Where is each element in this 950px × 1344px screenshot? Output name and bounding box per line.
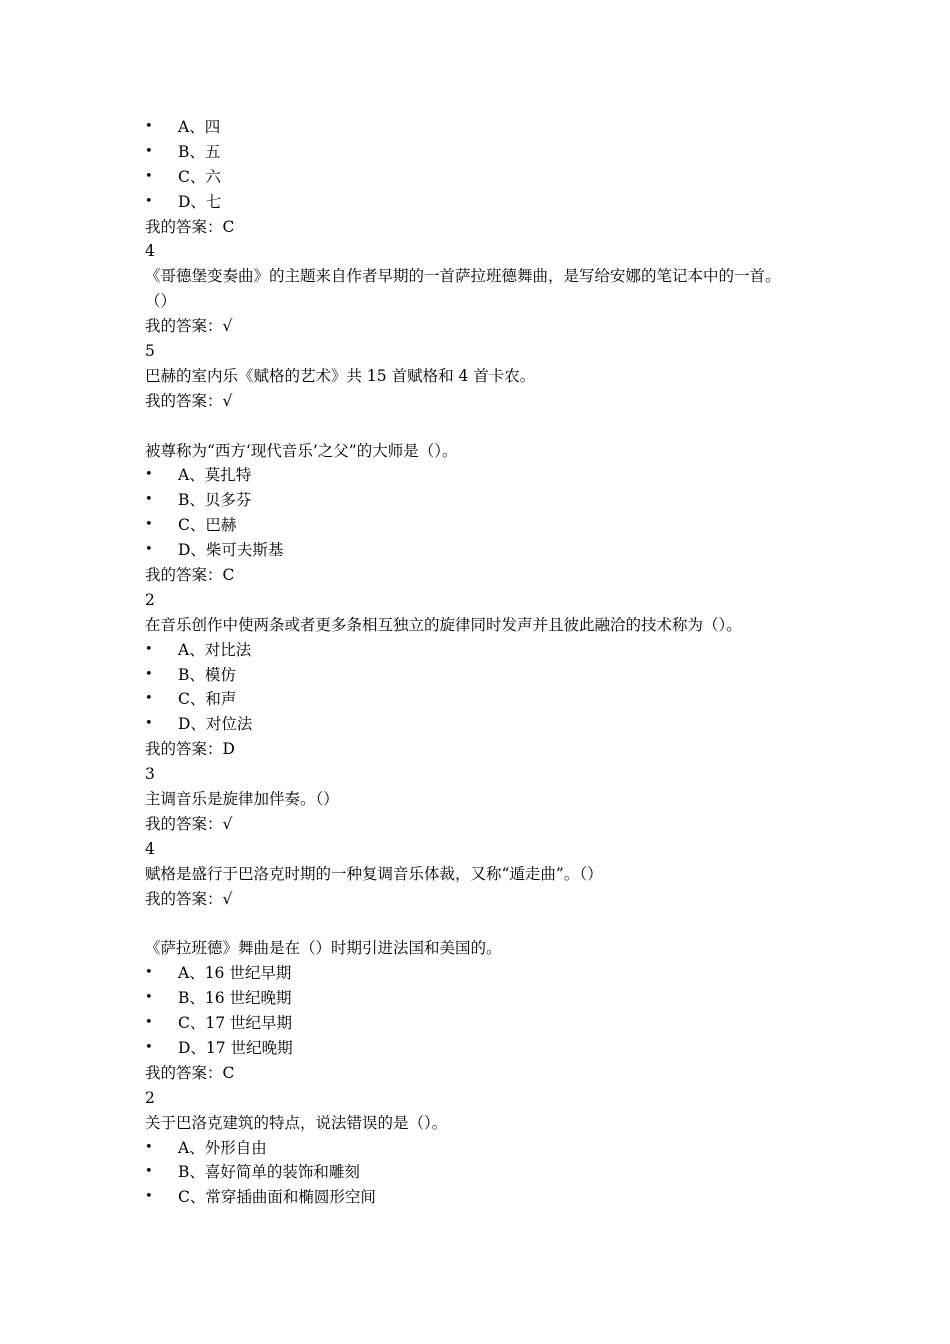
bullet-icon: • bbox=[145, 990, 153, 1006]
option-list-item bbox=[145, 140, 825, 165]
option-text: C、巴赫 bbox=[178, 516, 237, 535]
option-text: B、五 bbox=[178, 142, 221, 161]
answer-line: 我的答案：C bbox=[145, 566, 235, 585]
option-list-item bbox=[145, 1011, 825, 1036]
bullet-icon: • bbox=[145, 143, 153, 159]
option-text: A、对比法 bbox=[178, 640, 252, 659]
question-number: 3 bbox=[145, 765, 155, 784]
answer-blank: （） bbox=[145, 292, 177, 311]
question-number: 5 bbox=[145, 342, 155, 361]
bullet-icon: • bbox=[145, 119, 153, 134]
question-text: 《哥德堡变奏曲》的主题来自作者早期的一首萨拉班德舞曲，是写给安娜的笔记本中的一首。 bbox=[145, 267, 781, 286]
option-text: D、柴可夫斯基 bbox=[178, 541, 284, 560]
option-list-item bbox=[145, 115, 825, 140]
bullet-icon: • bbox=[145, 168, 153, 184]
option-list-item bbox=[145, 712, 825, 737]
question-text: 关于巴洛克建筑的特点，说法错误的是（）。 bbox=[145, 1113, 448, 1132]
question-text: 《萨拉班德》舞曲是在（）时期引进法国和美国的。 bbox=[145, 939, 502, 958]
question-text: 被尊称为“西方‘现代音乐’之父”的大师是（）。 bbox=[145, 441, 458, 460]
question-number: 4 bbox=[145, 242, 155, 261]
option-text: A、16 世纪早期 bbox=[178, 964, 292, 983]
answer-line: 我的答案：D bbox=[145, 740, 235, 759]
option-list-item bbox=[145, 663, 825, 688]
option-list-item bbox=[145, 986, 825, 1011]
option-text: C、六 bbox=[178, 167, 221, 186]
bullet-icon: • bbox=[145, 1015, 153, 1031]
blank-line bbox=[145, 912, 825, 937]
bullet-icon: • bbox=[145, 1039, 153, 1055]
question-number: 2 bbox=[145, 590, 155, 609]
option-text: A、四 bbox=[178, 118, 221, 136]
option-list-item bbox=[145, 961, 825, 986]
bullet-icon: • bbox=[145, 542, 153, 558]
bullet-icon: • bbox=[145, 1164, 153, 1180]
question-text: 主调音乐是旋律加伴奏。（） bbox=[145, 790, 339, 809]
question-number: 4 bbox=[145, 839, 155, 858]
option-list-item bbox=[145, 513, 825, 538]
bullet-icon: • bbox=[145, 691, 153, 707]
answer-line: 我的答案：√ bbox=[145, 814, 233, 833]
bullet-icon: • bbox=[145, 467, 153, 483]
bullet-icon: • bbox=[145, 517, 153, 533]
option-text: B、模仿 bbox=[178, 665, 236, 684]
option-text: B、喜好简单的装饰和雕刻 bbox=[178, 1163, 360, 1182]
answer-line: 我的答案：C bbox=[145, 1063, 235, 1082]
option-text: C、17 世纪早期 bbox=[178, 1014, 293, 1033]
question-text: 巴赫的室内乐《赋格的艺术》共 15 首赋格和 4 首卡农。 bbox=[145, 366, 536, 385]
option-text: C、常穿插曲面和椭圆形空间 bbox=[178, 1188, 376, 1207]
bullet-icon: • bbox=[145, 965, 153, 981]
bullet-icon: • bbox=[145, 193, 153, 209]
option-text: B、贝多芬 bbox=[178, 491, 252, 510]
blank-line bbox=[145, 414, 825, 439]
option-list-item bbox=[145, 463, 825, 488]
bullet-icon: • bbox=[145, 716, 153, 732]
question-number: 2 bbox=[145, 1088, 155, 1107]
option-list-item bbox=[145, 1185, 825, 1210]
bullet-icon: • bbox=[145, 1139, 153, 1155]
bullet-icon: • bbox=[145, 666, 153, 682]
option-list-item bbox=[145, 1136, 825, 1161]
document-body bbox=[145, 115, 825, 1210]
option-list-item bbox=[145, 1160, 825, 1185]
option-list-item bbox=[145, 687, 825, 712]
option-text: D、17 世纪晚期 bbox=[178, 1038, 293, 1057]
bullet-icon: • bbox=[145, 1189, 153, 1205]
option-list-item bbox=[145, 488, 825, 513]
option-text: B、16 世纪晚期 bbox=[178, 989, 292, 1008]
bullet-icon: • bbox=[145, 641, 153, 657]
answer-line: 我的答案：√ bbox=[145, 317, 233, 336]
answer-line: 我的答案：√ bbox=[145, 889, 233, 908]
option-text: A、莫扎特 bbox=[178, 466, 252, 485]
answer-line: 我的答案：C bbox=[145, 217, 235, 236]
option-list-item bbox=[145, 638, 825, 663]
question-text: 赋格是盛行于巴洛克时期的一种复调音乐体裁，又称“遁走曲”。（） bbox=[145, 864, 603, 883]
option-text: D、对位法 bbox=[178, 715, 253, 734]
question-text: 在音乐创作中使两条或者更多条相互独立的旋律同时发声并且彼此融洽的技术称为（）。 bbox=[145, 615, 742, 634]
option-text: C、和声 bbox=[178, 690, 237, 709]
answer-line: 我的答案：√ bbox=[145, 391, 233, 410]
option-text: D、七 bbox=[178, 192, 222, 211]
option-list-item bbox=[145, 538, 825, 563]
option-list-item bbox=[145, 165, 825, 190]
option-text: A、外形自由 bbox=[178, 1138, 267, 1157]
option-list-item bbox=[145, 1036, 825, 1061]
option-list-item bbox=[145, 190, 825, 215]
bullet-icon: • bbox=[145, 492, 153, 508]
